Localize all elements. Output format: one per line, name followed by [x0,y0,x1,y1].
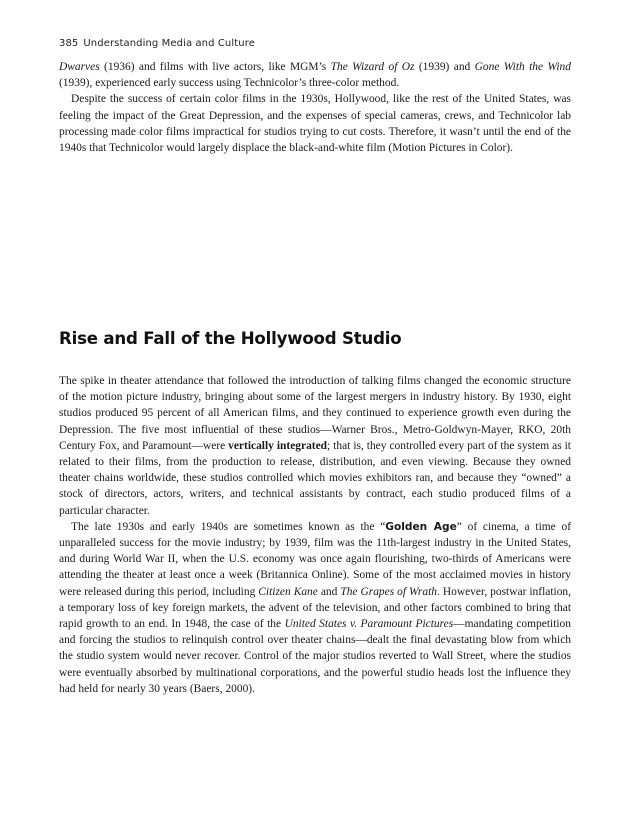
section-heading: Rise and Fall of the Hollywood Studio [59,329,402,348]
film-title-wizard-of-oz: The Wizard of Oz [330,61,415,73]
key-term-golden-age: Golden Age [385,520,457,533]
paragraph-depression: Despite the success of certain color films in the 1930s, Hollywood, like the rest of the United States, was feeling the impact of the Great Depression, and the expenses of special cameras, crews, and Technicolor lab processing made color films impractical for studios trying to cut costs. Therefore, it wasn’t until the end of the 1940s that Technicolor would largely displace the black-and-white film (Motion Pictures in Color). [59,93,571,155]
paragraph-studio-mergers: The spike in theater attendance that followed the introduction of talking films changed the economic structure of the motion picture industry, bringing about some of the largest mergers in industry history. By 1930, eight studios produced 95 percent of all American films, and they continued to experience growth even during the Depression. The five most influential of these studios—Warner Bros., Metro-Goldwyn-Mayer, RKO, 20th Century Fox, and Paramount—were vertically integrated; that is, they controlled every part of the system as it related to their films, from the production to release, distribution, and even viewing. Because they owned theater chains worldwide, these studios controlled which movies exhibitors ran, and because they “owned” a stock of directors, actors, writers, and technical assistants by contract, each studio produced films of a particular character. [59,375,571,517]
running-header [59,38,255,49]
paragraph-continuation: Dwarves (1936) and films with live actors, like MGM’s The Wizard of Oz (1939) and Gone With the Wind (1939), experienced early success using Technicolor’s three-color method. [59,61,571,90]
book-title: Understanding Media and Culture [83,38,255,49]
film-title-grapes-of-wrath: The Grapes of Wrath [340,585,438,598]
court-case-title: United States v. Paramount Pictures [284,618,454,631]
film-title-citizen-kane: Citizen Kane [258,585,318,598]
section-text-block [59,373,571,697]
key-term-vertically-integrated: vertically integrated [228,439,328,452]
intro-text-block [59,59,571,156]
page-number: 385 [59,38,79,49]
film-title-dwarves: Dwarves [59,61,100,73]
film-title-gone-with-the-wind: Gone With the Wind [474,61,571,73]
paragraph-golden-age: The late 1930s and early 1940s are sometimes known as the “Golden Age” of cinema, a time of unparalleled success for the movie industry; by 1939, film was the 11th-largest industry in the United States, and during World War II, when the U.S. economy was once again flourishing, two-thirds of Americans were attending the theater at least once a week (Britannica Online). Some of the most acclaimed movies in history were released during this period, including Citizen Kane and The Grapes of Wrath. However, postwar inflation, a temporary loss of key foreign markets, the advent of the television, and other factors combined to bring that rapid growth to an end. In 1948, the case of the United States v. Paramount Pictures—mandating competition and forcing the studios to relinquish control over theater chains—dealt the final devastating blow from which the studio system would never recover. Control of the major studios reverted to Wall Street, where the studios were eventually absorbed by multinational corporations, and the powerful studio heads lost the influence they had held for nearly 30 years (Baers, 2000). [59,520,572,695]
